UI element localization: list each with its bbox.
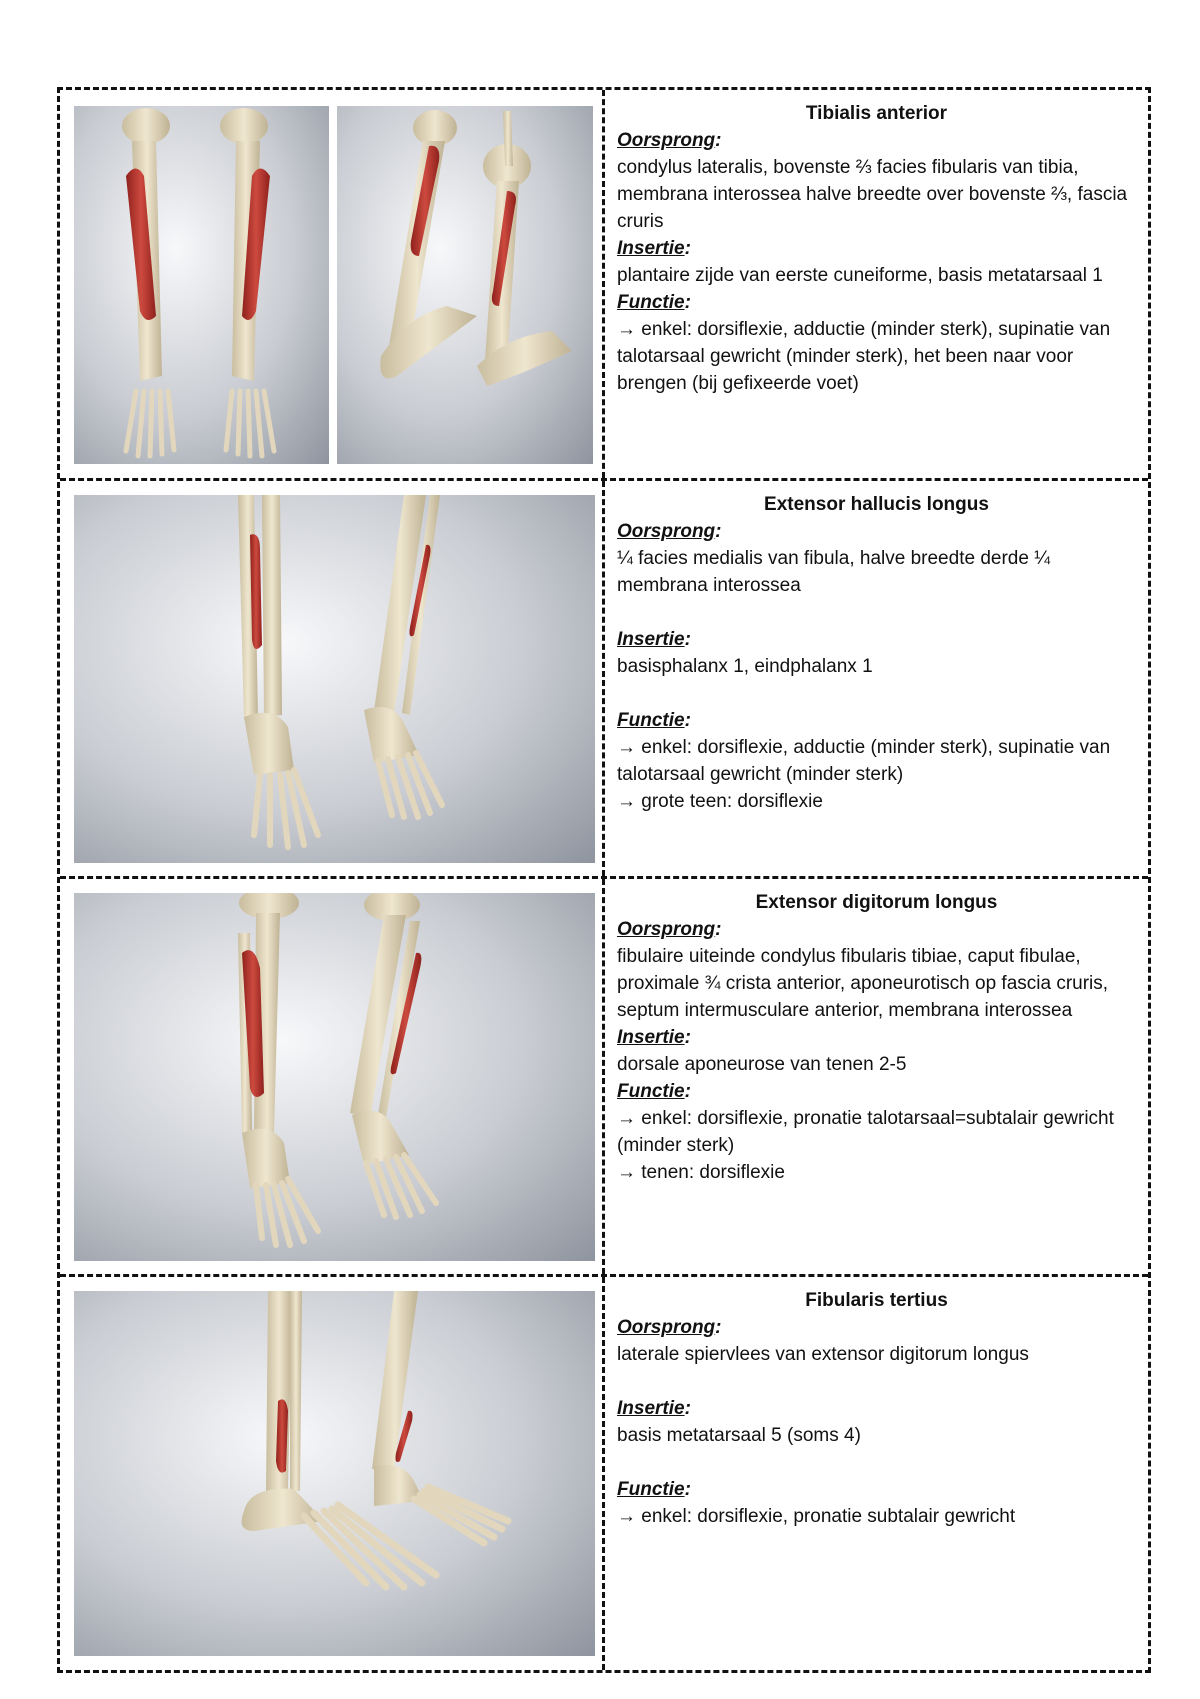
- function-label: Functie: [617, 1479, 685, 1500]
- origin-label: Oorsprong: [617, 919, 716, 940]
- card-tibialis-anterior: [60, 90, 1148, 481]
- insertion-label: Insertie: [617, 1398, 685, 1419]
- illustration-cell: [60, 1277, 605, 1670]
- function-label: Functie: [617, 292, 685, 313]
- origin-text: ¼ facies medialis van fibula, halve breedte derde ¼ membrana interossea: [617, 548, 1051, 596]
- illustration-cell: [60, 90, 605, 478]
- insertion-label: Insertie: [617, 238, 685, 259]
- insertion-text: plantaire zijde van eerste cuneiforme, basis metatarsaal 1: [617, 265, 1103, 286]
- anterior-view-illustration: [74, 106, 329, 464]
- function-text: → enkel: dorsiflexie, adductie (minder sterk), supinatie van talotarsaal gewricht (minder sterk): [617, 737, 1111, 785]
- insertion-text: basisphalanx 1, eindphalanx 1: [617, 656, 873, 677]
- function-text: → grote teen: dorsiflexie: [617, 791, 823, 812]
- function-text: → enkel: dorsiflexie, pronatie subtalair gewricht: [617, 1506, 1016, 1527]
- insertion-text: dorsale aponeurose van tenen 2-5: [617, 1054, 907, 1075]
- card-extensor-digitorum-longus: [60, 879, 1148, 1277]
- foot-and-ankle-illustration: [74, 1291, 595, 1656]
- origin-label: Oorsprong: [617, 521, 716, 542]
- function-label: Functie: [617, 710, 685, 731]
- muscle-title: Extensor hallucis longus: [764, 494, 989, 515]
- illustration-cell: [60, 879, 605, 1274]
- lower-leg-illustration: [74, 893, 595, 1261]
- origin-text: laterale spiervlees van extensor digitorum longus: [617, 1344, 1029, 1365]
- origin-label: Oorsprong: [617, 130, 716, 151]
- insertion-label: Insertie: [617, 1027, 685, 1048]
- function-label: Functie: [617, 1081, 685, 1102]
- medial-lateral-view-illustration: [337, 106, 593, 464]
- muscle-card-sheet: [57, 87, 1151, 1673]
- muscle-title: Fibularis tertius: [805, 1290, 948, 1311]
- muscle-info: Tibialis anterior Oorsprong: condylus lateralis, bovenste ⅔ facies fibularis van tibia, membrana interossea halve breedte over bovenste ⅔, fascia cruris Insertie: plantaire zijde van eerste cuneiforme, basis metatarsaal 1 Functie: → enkel: dorsiflexie, adductie (minder sterk), supinatie van talotarsaal gewricht (minder sterk), het been naar voor brengen (bij gefixeerde voet): [605, 90, 1148, 478]
- insertion-label: Insertie: [617, 629, 685, 650]
- lower-leg-illustration: [74, 495, 595, 863]
- card-extensor-hallucis-longus: [60, 481, 1148, 879]
- muscle-title: Extensor digitorum longus: [755, 892, 998, 913]
- origin-text: condylus lateralis, bovenste ⅔ facies fibularis van tibia, membrana interossea halve breedte over bovenste ⅔, fascia cruris: [617, 157, 1128, 232]
- muscle-title: Tibialis anterior: [805, 103, 948, 124]
- muscle-info: Extensor hallucis longus Oorsprong: ¼ facies medialis van fibula, halve breedte derde ¼ membrana interossea Insertie: basisphalanx 1, eindphalanx 1 Functie: → enkel: dorsiflexie, adductie (minder sterk), supinatie van talotarsaal gewricht (minder sterk) → grote teen: dorsiflexie: [605, 481, 1148, 876]
- muscle-info: Extensor digitorum longus Oorsprong: fibulaire uiteinde condylus fibularis tibiae, caput fibulae, proximale ¾ crista anterior, aponeurotisch op fascia cruris, septum intermusculare anterior, membrana interossea Insertie: dorsale aponeurose van tenen 2-5 Functie: → enkel: dorsiflexie, pronatie talotarsaal=subtalair gewricht (minder sterk) → tenen: dorsiflexie: [605, 879, 1148, 1274]
- illustration-cell: [60, 481, 605, 876]
- origin-label: Oorsprong: [617, 1317, 716, 1338]
- function-text: → tenen: dorsiflexie: [617, 1162, 785, 1183]
- function-text: → enkel: dorsiflexie, adductie (minder sterk), supinatie van talotarsaal gewricht (minder sterk), het been naar voor brengen (bij gefixeerde voet): [617, 319, 1111, 394]
- origin-text: fibulaire uiteinde condylus fibularis tibiae, caput fibulae, proximale ¾ crista anterior, aponeurotisch op fascia cruris, septum intermusculare anterior, membrana interossea: [617, 946, 1109, 1021]
- insertion-text: basis metatarsaal 5 (soms 4): [617, 1425, 861, 1446]
- card-fibularis-tertius: [60, 1277, 1148, 1670]
- function-text: → enkel: dorsiflexie, pronatie talotarsaal=subtalair gewricht (minder sterk): [617, 1108, 1114, 1156]
- muscle-info: Fibularis tertius Oorsprong: laterale spiervlees van extensor digitorum longus Insertie: basis metatarsaal 5 (soms 4) Functie: → enkel: dorsiflexie, pronatie subtalair gewricht: [605, 1277, 1148, 1670]
